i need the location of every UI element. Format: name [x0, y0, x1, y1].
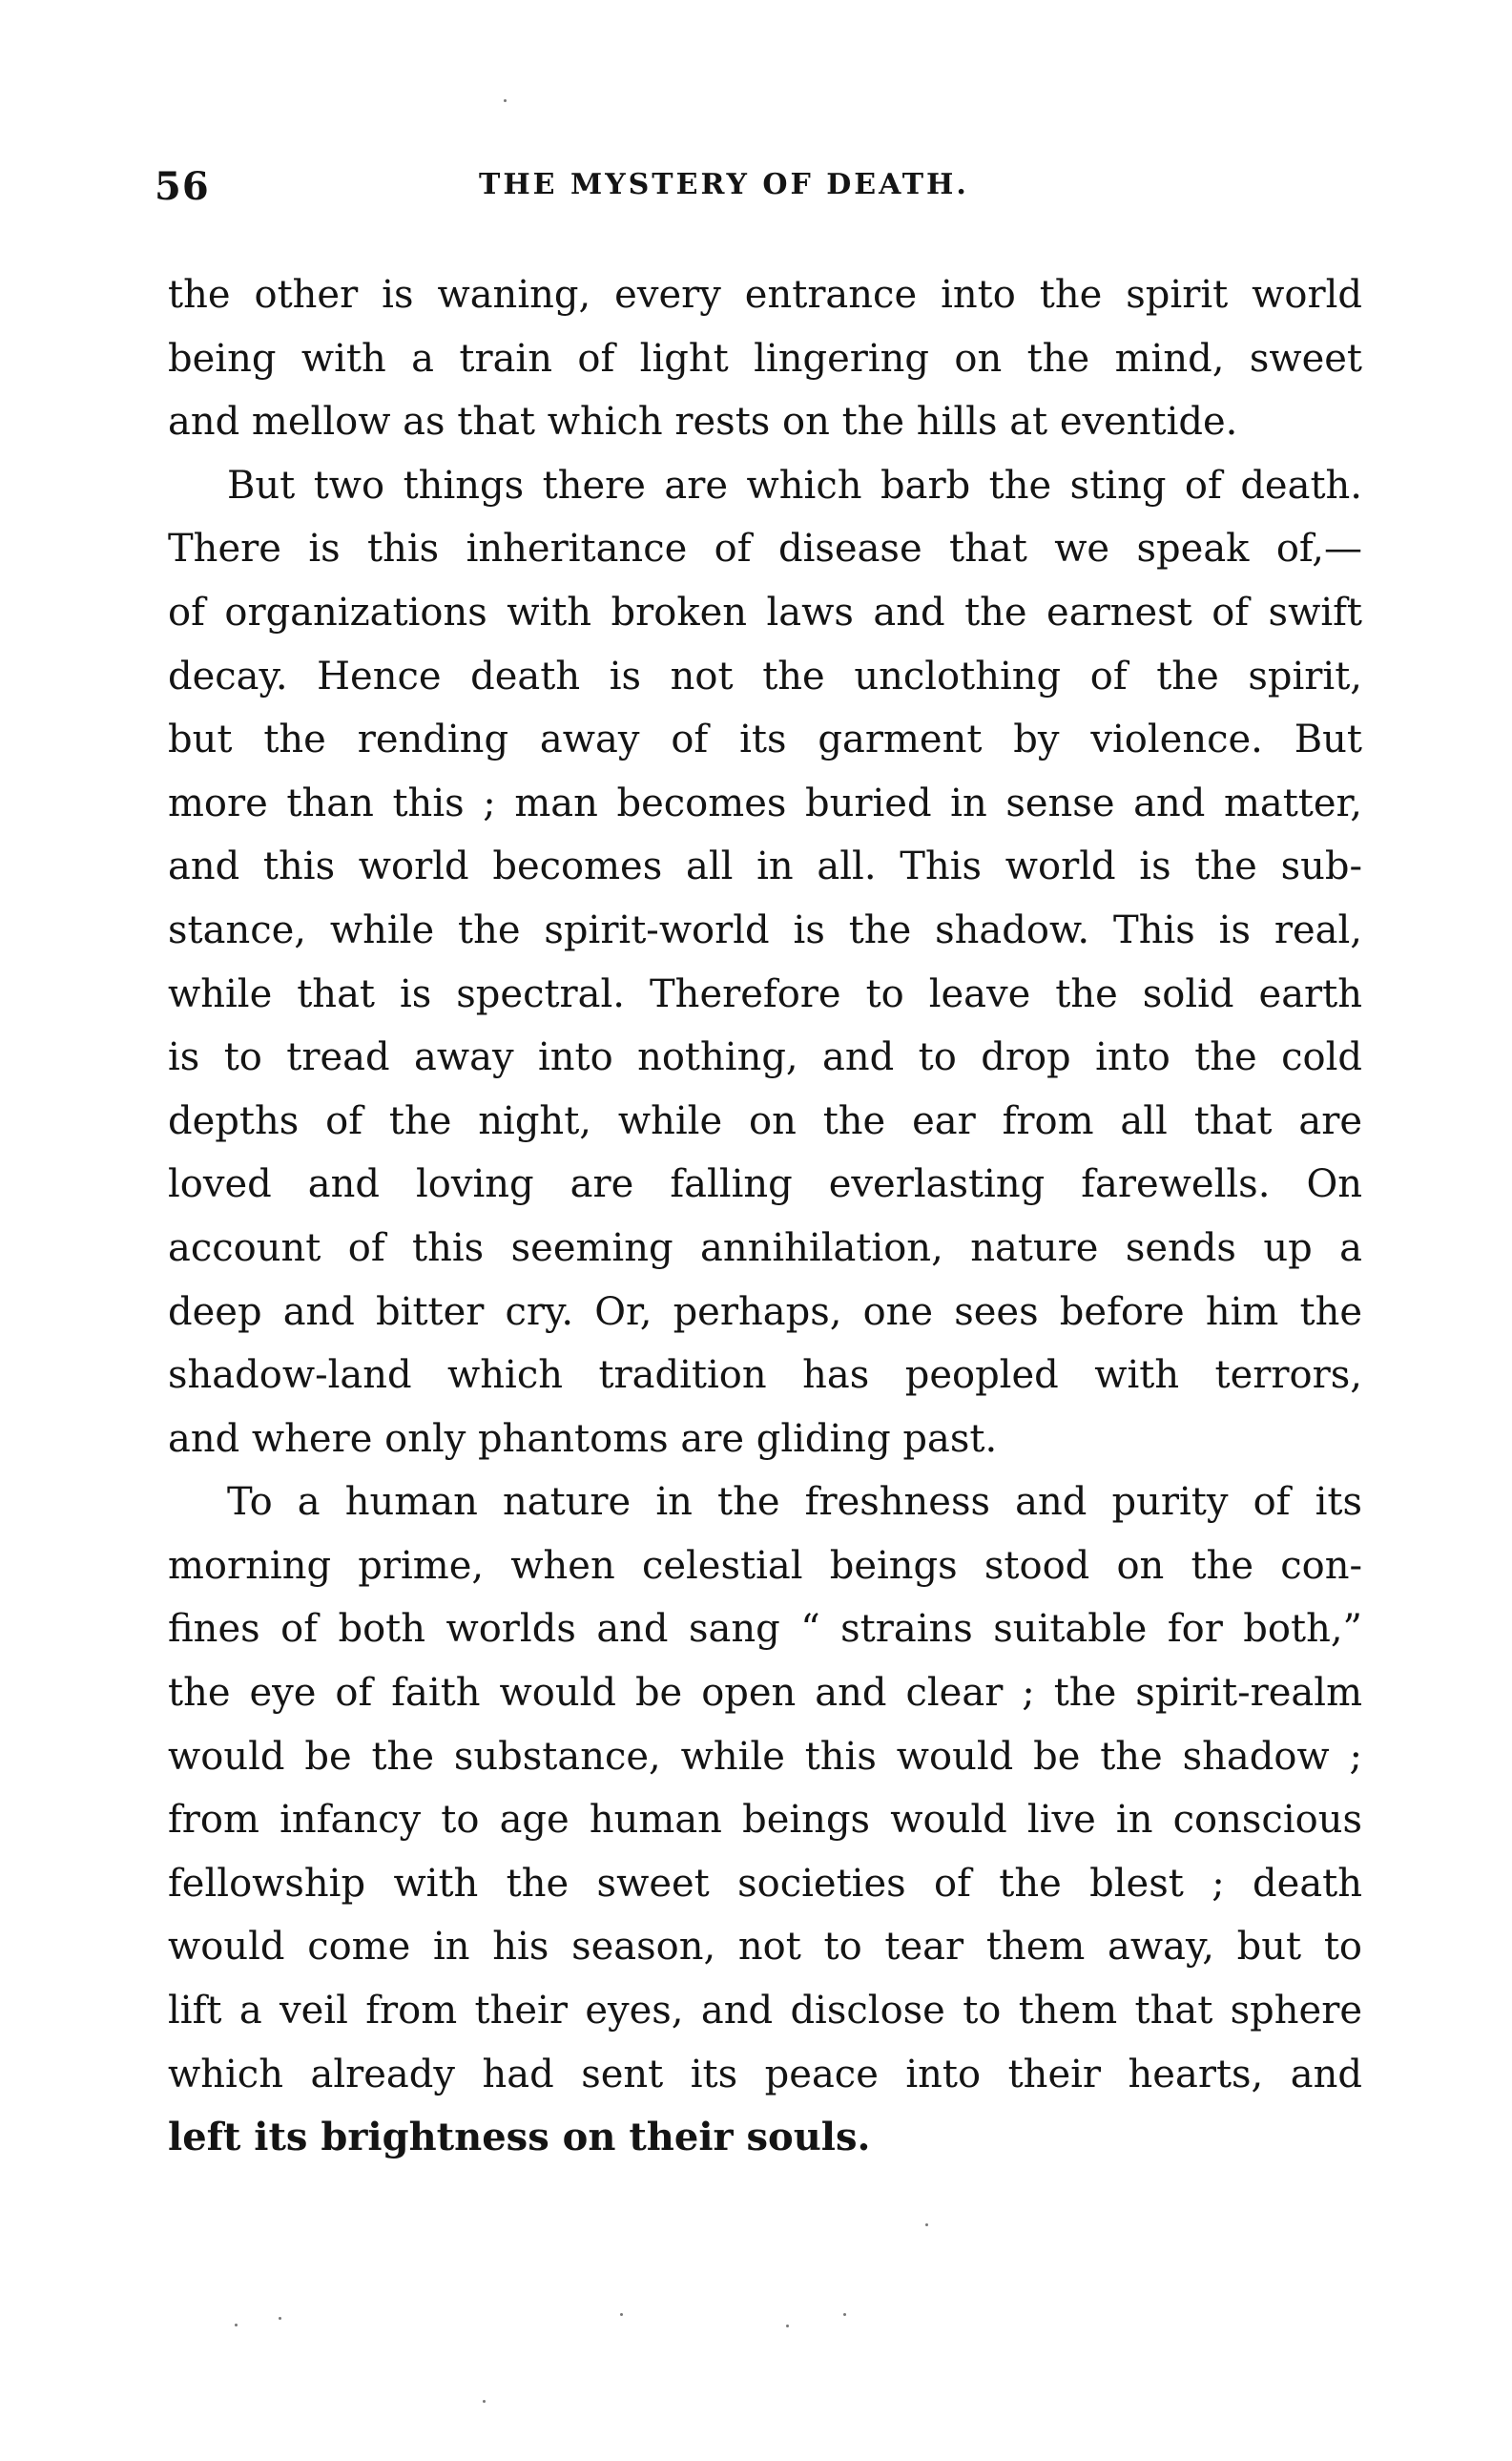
text-line: while that is spectral. Therefore to leave the solid earth [168, 971, 1362, 1016]
paper-speck [843, 2313, 846, 2316]
text-line: and mellow as that which rests on the hills at eventide. [168, 400, 1238, 445]
paper-speck [504, 99, 507, 102]
text-line: would be the substance, while this would be the shadow ; [168, 1734, 1362, 1779]
text-line: and where only phantoms are gliding past. [168, 1416, 998, 1461]
paper-speck [620, 2313, 623, 2316]
text-line: the other is waning, every entrance into the spirit world [168, 273, 1362, 317]
text-line: would come in his season, not to tear them away, but to [168, 1925, 1362, 1970]
text-line: is to tread away into nothing, and to drop into the cold [168, 1035, 1362, 1080]
text-line: stance, while the spirit-world is the shadow. This is real, [168, 907, 1362, 952]
text-line: depths of the night, while on the ear from all that are [168, 1098, 1362, 1143]
text-line: morning prime, when celestial beings stood on the con- [168, 1543, 1362, 1588]
paper-speck [235, 2324, 238, 2326]
text-line: decay. Hence death is not the unclothing of the spirit, [168, 654, 1362, 699]
text-line: deep and bitter cry. Or, perhaps, one sees before him the [168, 1289, 1362, 1334]
text-line: more than this ; man becomes buried in sense and matter, [168, 781, 1362, 825]
text-line: lift a veil from their eyes, and disclose to them that sphere [168, 1989, 1362, 2033]
text-line: being with a train of light lingering on the mind, sweet [168, 336, 1362, 381]
text-line: but the rending away of its garment by violence. But [168, 718, 1362, 762]
text-line: fines of both worlds and sang “ strains suitable for both,” [168, 1607, 1362, 1652]
paper-speck [786, 2325, 789, 2327]
paper-speck [925, 2223, 928, 2226]
text-line: from infancy to age human beings would live in conscious [168, 1798, 1362, 1843]
body-text [168, 263, 1362, 2170]
text-line: shadow-land which tradition has peopled with terrors, [168, 1353, 1362, 1398]
running-title: THE MYSTERY OF DEATH. [479, 168, 969, 201]
text-line: of organizations with broken laws and the earnest of swift [168, 590, 1362, 635]
text-line: and this world becomes all in all. This world is the sub- [168, 845, 1362, 889]
paragraph-1 [168, 263, 1362, 454]
text-line: But two things there are which barb the sting of death. [227, 463, 1362, 508]
text-line: the eye of faith would be open and clear ; the spirit-realm [168, 1671, 1362, 1716]
paragraph-2 [168, 454, 1362, 1471]
paper-speck [483, 2400, 486, 2403]
page-number: 56 [155, 164, 210, 209]
text-line: loved and loving are falling everlasting farewells. On [168, 1162, 1362, 1207]
text-line: There is this inheritance of disease that we speak of,— [168, 527, 1362, 572]
running-head [155, 164, 1385, 212]
paper-speck [279, 2317, 281, 2320]
text-line: To a human nature in the freshness and purity of its [227, 1480, 1362, 1525]
text-line: fellowship with the sweet societies of the blest ; death [168, 1861, 1362, 1906]
paragraph-3 [168, 1470, 1362, 2170]
text-line: which already had sent its peace into their hearts, and [168, 2052, 1362, 2096]
text-line: left its brightness on their souls. [168, 2115, 871, 2160]
text-line: account of this seeming annihilation, nature sends up a [168, 1225, 1362, 1270]
